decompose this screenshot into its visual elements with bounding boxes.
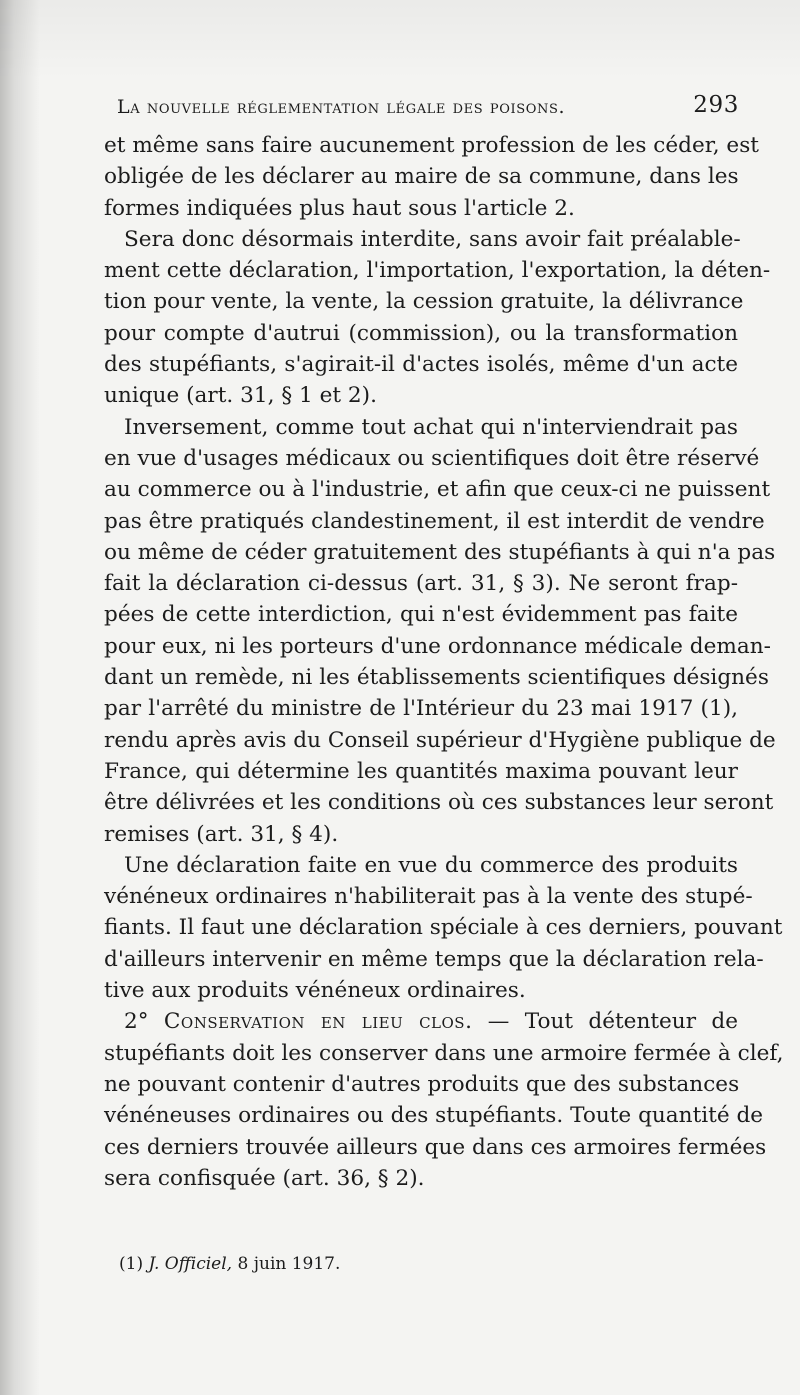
text-line: vénéneux ordinaires n'habiliterait pas à la vente des stupé- (104, 884, 753, 910)
text-line: pour compte d'autrui (commission), ou la transformation (104, 320, 738, 346)
text-line: ne pouvant contenir d'autres produits que des substances (104, 1071, 740, 1097)
text-line: remises (art. 31, § 4). (104, 821, 339, 847)
text-line: ces derniers trouvée ailleurs que dans ces armoires fermées (104, 1134, 767, 1160)
footnote-marker: (1) (119, 1254, 144, 1274)
text-line: fait la déclaration ci-dessus (art. 31, § 3). Ne seront frap- (104, 571, 738, 597)
text-line: tion pour vente, la vente, la cession gratuite, la délivrance (104, 289, 744, 315)
text-line: obligée de les déclarer au maire de sa commune, dans les (104, 164, 739, 190)
footnote-date: 8 juin 1917. (237, 1254, 341, 1274)
running-title: La nouvelle réglementation légale des poisons. (117, 96, 566, 118)
text-line: au commerce ou à l'industrie, et afin que ceux-ci ne puissent (104, 477, 771, 503)
text-line: France, qui détermine les quantités maxima pouvant leur (104, 758, 738, 784)
section-lead-text: — Tout détenteur de (487, 1009, 738, 1035)
body-text (104, 130, 784, 1194)
text-line: Inversement, comme tout achat qui n'interviendrait pas (124, 414, 738, 440)
text-line: tive aux produits vénéneux ordinaires. (104, 978, 526, 1004)
section-heading-line (104, 1006, 738, 1037)
text-line: dant un remède, ni les établissements scientifiques désignés (104, 665, 769, 691)
text-line: stupéfiants doit les conserver dans une armoire fermée à clef, (104, 1040, 784, 1066)
text-line: par l'arrêté du ministre de l'Intérieur du 23 mai 1917 (1), (104, 696, 738, 722)
text-line: être délivrées et les conditions où ces substances leur seront (104, 790, 774, 816)
page-number: 293 (693, 92, 739, 118)
footnote-source: J. Officiel, (148, 1254, 233, 1274)
text-line: pas être pratiqués clandestinement, il est interdit de vendre (104, 508, 765, 534)
section-number: 2° (124, 1009, 149, 1035)
text-line: d'ailleurs intervenir en même temps que la déclaration rela- (104, 946, 764, 972)
text-line: fiants. Il faut une déclaration spéciale à ces derniers, pouvant (104, 915, 783, 941)
text-line: ou même de céder gratuitement des stupéfiants à qui n'a pas (104, 539, 776, 565)
text-line: Une déclaration faite en vue du commerce des produits (124, 852, 738, 878)
text-line: formes indiquées plus haut sous l'article 2. (104, 195, 575, 221)
footnote (119, 1254, 340, 1274)
text-line: ment cette déclaration, l'importation, l'exportation, la déten- (104, 258, 771, 284)
text-line: pées de cette interdiction, qui n'est évidemment pas faite (104, 602, 738, 628)
running-head (117, 92, 739, 126)
text-line: des stupéfiants, s'agirait-il d'actes isolés, même d'un acte (104, 352, 738, 378)
text-line: rendu après avis du Conseil supérieur d'Hygiène publique de (104, 727, 776, 753)
text-line: Sera donc désormais interdite, sans avoir fait préalable- (124, 226, 741, 252)
text-line: sera confisquée (art. 36, § 2). (104, 1165, 425, 1191)
text-line: unique (art. 31, § 1 et 2). (104, 383, 377, 409)
text-line: et même sans faire aucunement profession de les céder, est (104, 133, 759, 158)
section-heading: Conservation en lieu clos. (163, 1009, 473, 1035)
text-line: vénéneuses ordinaires ou des stupéfiants. Toute quantité de (104, 1103, 764, 1129)
text-line: pour eux, ni les porteurs d'une ordonnance médicale deman- (104, 633, 771, 659)
text-line: en vue d'usages médicaux ou scientifiques doit être réservé (104, 445, 760, 471)
